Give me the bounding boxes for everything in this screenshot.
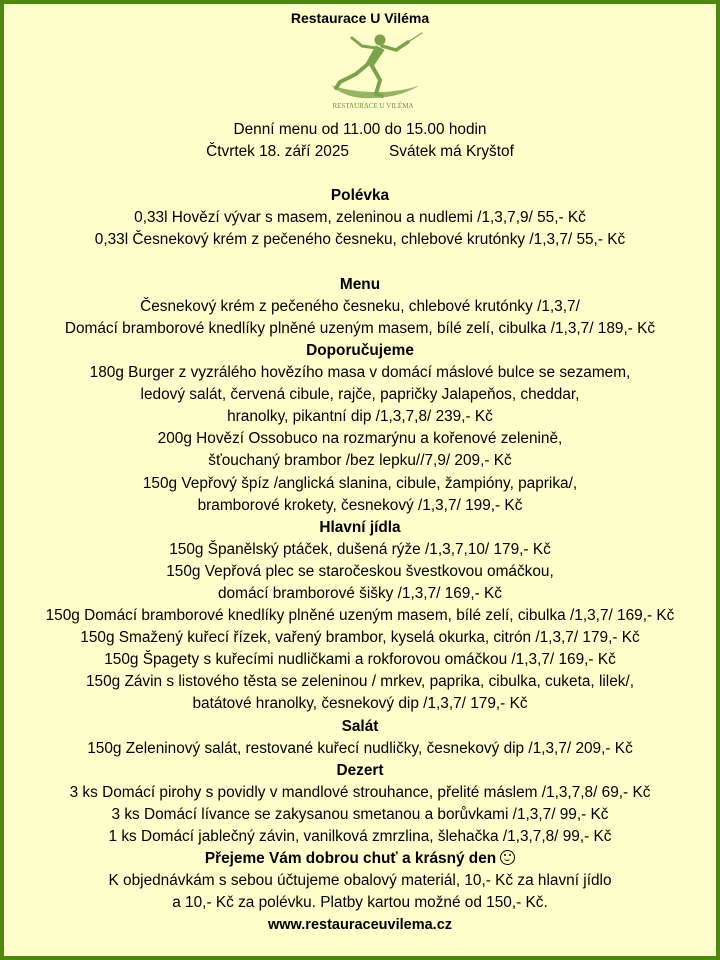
section-heading-salad: Salát — [341, 717, 379, 735]
recommend-line: 200g Hovězí Ossobuco na rozmarýnu a kořenové zelenině, — [157, 430, 563, 448]
section-heading-dessert: Dezert — [336, 761, 384, 779]
recommend-line: hranolky, pikantní dip /1,3,7,8/ 239,- Kč — [227, 408, 493, 426]
mains-line: 150g Špagety s kuřecími nudličkami a rokforovou omáčkou /1,3,7/ 169,- Kč — [104, 651, 616, 669]
website-link[interactable]: www.restauraceuvilema.cz — [267, 917, 453, 934]
note-line: K objednávkám s sebou účtujeme obalový materiál, 10,- Kč za hlavní jídlo — [108, 872, 612, 890]
mains-line: domácí bramborové šišky /1,3,7/ 169,- Kč — [218, 584, 502, 602]
recommend-line: šťouchaný brambor /bez lepku//7,9/ 209,- Kč — [208, 452, 512, 470]
salad-line: 150g Zeleninový salát, restované kuřecí nudličky, česnekový dip /1,3,7/ 209,- Kč — [87, 739, 633, 757]
spacer — [0, 252, 720, 274]
soup-item: 0,33l Česnekový krém z pečeného česneku, chlebové krutónky /1,3,7/ 55,- Kč — [94, 231, 626, 249]
menu-content — [0, 119, 720, 936]
menu-item: Domácí bramborové knedlíky plněné uzeným masem, bílé zelí, cibulka /1,3,7/ 189,- Kč — [64, 319, 656, 337]
note-line: a 10,- Kč za polévku. Platby kartou možné od 150,- Kč. — [172, 894, 548, 912]
recommend-line: bramborové krokety, česnekový /1,3,7/ 199,- Kč — [197, 496, 523, 514]
closing-text: Přejeme Vám dobrou chuť a krásný den — [204, 850, 497, 868]
closing-line — [0, 848, 720, 870]
nameday: Svátek má Kryštof — [388, 143, 514, 161]
mains-line: 150g Vepřová plec se staročeskou švestkovou omáčkou, — [166, 562, 554, 580]
recommend-line: 150g Vepřový špíz /anglická slanina, cibule, žampióny, paprika/, — [142, 474, 578, 492]
date: Čtvrtek 18. září 2025 — [206, 143, 349, 161]
mains-line: 150g Španělský ptáček, dušená rýže /1,3,7,10/ 179,- Kč — [169, 540, 551, 558]
recommend-line: ledový salát, červená cibule, rajče, papričky Jalapeňos, cheddar, — [140, 386, 580, 404]
smiley-icon — [500, 850, 515, 865]
dessert-line: 3 ks Domácí lívance se zakysanou smetanou a borůvkami /1,3,7/ 99,- Kč — [111, 805, 609, 823]
recommend-line: 180g Burger z vyzrálého hovězího masa v domácí máslové bulce se sezamem, — [89, 364, 631, 382]
restaurant-name: Restaurace U Viléma — [290, 10, 430, 26]
hours-line: Denní menu od 11.00 do 15.00 hodin — [233, 121, 487, 138]
mains-line: batátové hranolky, česnekový dip /1,3,7/ 179,- Kč — [192, 695, 528, 713]
section-heading-menu: Menu — [339, 275, 381, 293]
logo-text: RESTAURACE U VILÉMA — [332, 102, 414, 110]
section-heading-soup: Polévka — [330, 187, 390, 205]
section-heading-mains: Hlavní jídla — [319, 518, 401, 536]
mains-line: 150g Závin s listového těsta se zeleninou / mrkev, paprika, cibulka, cuketa, lilek/, — [85, 673, 635, 691]
section-heading-recommend: Doporučujeme — [306, 341, 414, 359]
mains-line: 150g Domácí bramborové knedlíky plněné uzeným masem, bílé zelí, cibulka /1,3,7/ 169,- Kč — [45, 607, 675, 625]
dessert-line: 1 ks Domácí jablečný závin, vanilková zmrzlina, šlehačka /1,3,7,8/ 99,- Kč — [108, 828, 612, 845]
mains-line: 150g Smažený kuřecí řízek, vařený brambor, kyselá okurka, citrón /1,3,7/ 179,- Kč — [80, 629, 640, 647]
dessert-line: 3 ks Domácí pirohy s povidly v mandlové strouhance, přelité máslem /1,3,7,8/ 69,- Kč — [69, 783, 651, 801]
fencer-logo-icon — [318, 28, 428, 113]
spacer — [0, 163, 720, 185]
soup-item: 0,33l Hovězí vývar s masem, zeleninou a nudlemi /1,3,7,9/ 55,- Kč — [134, 209, 586, 227]
date-row — [0, 141, 720, 163]
menu-item: Česnekový krém z pečeného česneku, chlebové krutónky /1,3,7/ — [140, 297, 580, 315]
